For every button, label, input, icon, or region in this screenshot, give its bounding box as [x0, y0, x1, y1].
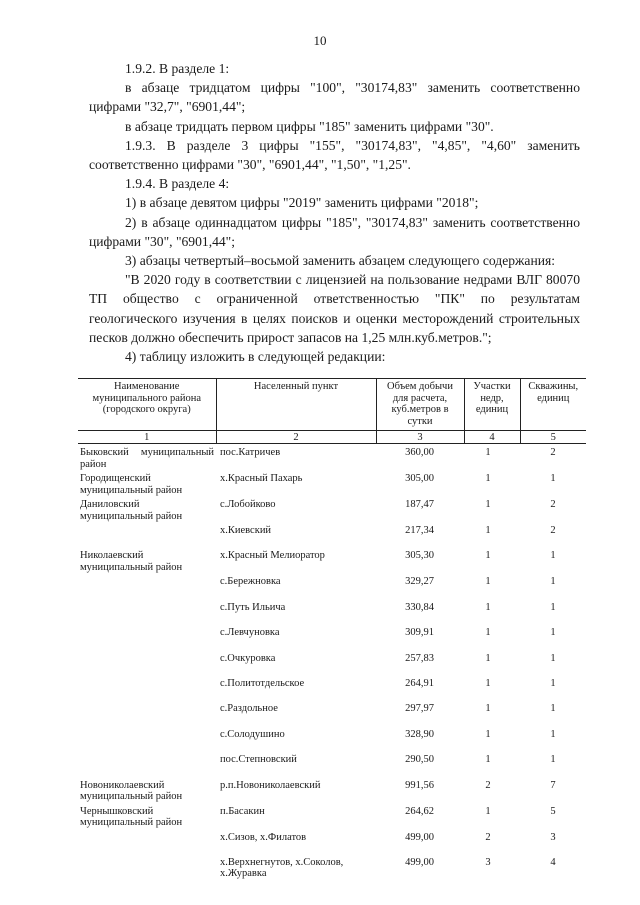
- settlement-cell: п.Басакин: [220, 805, 265, 817]
- wells-cell: 1: [550, 677, 556, 689]
- settlement-cell: пос.Степновский: [220, 754, 297, 766]
- settlement-cell: х.Красный Пахарь: [220, 473, 303, 484]
- header-plots: Участки недр, единиц: [464, 379, 520, 431]
- district-cell: Быковский муниципальный район: [80, 447, 214, 470]
- column-number: 1: [78, 431, 216, 444]
- volume-cell: 297,97: [405, 703, 434, 715]
- plots-cell: 1: [485, 805, 491, 817]
- wells-cell: 1: [550, 703, 556, 715]
- table-row: [78, 854, 586, 880]
- district-cell: [78, 650, 216, 675]
- header-volume: Объем добычи для расчета, куб.метров в сутки: [376, 379, 464, 431]
- wells-cell: 1: [550, 652, 556, 664]
- plots-cell: 1: [485, 550, 491, 562]
- page-number: 10: [313, 33, 327, 48]
- settlement-cell: пос.Катричев: [220, 447, 281, 458]
- volume-cell: 257,83: [405, 652, 434, 664]
- paragraph: в абзаце тридцатом цифры "100", "30174,83" заменить соответственно цифрами "32,7", "6901,44";: [89, 80, 580, 115]
- wells-cell: 1: [550, 576, 556, 588]
- settlement-cell: р.п.Новониколаевский: [220, 779, 321, 791]
- settlement-cell: с.Левчуновка: [220, 627, 280, 639]
- wells-cell: 4: [550, 856, 556, 868]
- plots-cell: 1: [485, 525, 491, 536]
- volume-cell: 499,00: [405, 831, 434, 843]
- table-row: [78, 573, 586, 598]
- plots-cell: 2: [485, 831, 491, 843]
- paragraph: 4) таблицу изложить в следующей редакции:: [125, 349, 386, 365]
- volume-cell: 991,56: [405, 779, 434, 791]
- wells-cell: 1: [550, 728, 556, 740]
- paragraph: 1.9.4. В разделе 4:: [125, 176, 230, 192]
- plots-cell: 2: [485, 779, 491, 791]
- plots-cell: 1: [485, 499, 491, 510]
- settlement-cell: с.Политотдельское: [220, 677, 305, 689]
- settlement-cell: х.Киевский: [220, 525, 272, 536]
- volume-cell: 309,91: [405, 627, 434, 639]
- table-row: [78, 751, 586, 776]
- district-cell: Николаевский муниципальный район: [80, 550, 183, 573]
- table-row: [78, 599, 586, 624]
- district-cell: [78, 624, 216, 649]
- header-settlement: Населенный пункт: [216, 379, 376, 431]
- table-row: [78, 496, 586, 522]
- paragraph: 1) в абзаце девятом цифры "2019" заменить цифрами "2018";: [125, 195, 479, 211]
- plots-cell: 1: [485, 576, 491, 588]
- district-cell: [78, 854, 216, 880]
- wells-cell: 1: [550, 550, 556, 562]
- plots-cell: 1: [485, 703, 491, 715]
- district-cell: [78, 573, 216, 598]
- volume-cell: 217,34: [405, 525, 434, 536]
- wells-cell: 3: [550, 831, 556, 843]
- paragraph: 1.9.2. В разделе 1:: [125, 61, 230, 76]
- district-cell: Чернышковский муниципальный район: [80, 805, 183, 829]
- volume-cell: 328,90: [405, 728, 434, 740]
- column-number-row: [78, 431, 586, 444]
- district-cell: [78, 599, 216, 624]
- district-cell: Даниловский муниципальный район: [80, 499, 183, 522]
- column-number: 3: [376, 431, 464, 444]
- volume-cell: 264,62: [405, 805, 434, 817]
- plots-cell: 1: [485, 754, 491, 766]
- paragraph: в абзаце тридцать первом цифры "185" заменить цифрами "30".: [125, 118, 494, 134]
- plots-cell: 1: [485, 652, 491, 664]
- wells-cell: 1: [550, 627, 556, 639]
- table-row: [78, 470, 586, 496]
- paragraph: 3) абзацы четвертый–восьмой заменить абзацем следующего содержания:: [125, 253, 556, 269]
- wells-cell: 2: [550, 447, 556, 458]
- volume-cell: 305,30: [405, 550, 434, 562]
- table-row: [78, 803, 586, 829]
- volume-cell: 305,00: [405, 473, 434, 484]
- district-cell: [78, 522, 216, 547]
- table-row: [78, 444, 586, 471]
- district-cell: [78, 829, 216, 854]
- volume-cell: 329,27: [405, 576, 434, 588]
- table-row: [78, 829, 586, 854]
- wells-cell: 1: [550, 473, 556, 484]
- column-number: 2: [216, 431, 376, 444]
- volume-cell: 264,91: [405, 677, 434, 689]
- district-cell: Городищенский муниципальный район: [80, 473, 183, 496]
- settlement-cell: с.Лобойково: [220, 499, 276, 510]
- volume-cell: 187,47: [405, 499, 434, 510]
- wells-cell: 5: [550, 805, 556, 817]
- plots-cell: 1: [485, 677, 491, 689]
- settlement-cell: с.Очкуровка: [220, 652, 276, 664]
- settlement-cell: х.Сизов, х.Филатов: [220, 831, 307, 843]
- table-row: [78, 726, 586, 751]
- table-row: [78, 675, 586, 700]
- settlement-cell: х.Красный Мелиоратор: [220, 550, 325, 562]
- column-number: 5: [520, 431, 586, 444]
- settlement-cell: с.Солодушино: [220, 728, 285, 740]
- wells-cell: 2: [550, 525, 556, 536]
- wells-cell: 1: [550, 601, 556, 613]
- district-cell: [78, 675, 216, 700]
- district-cell: [78, 726, 216, 751]
- plots-cell: 1: [485, 627, 491, 639]
- district-cell: [78, 700, 216, 725]
- volume-cell: 290,50: [405, 754, 434, 766]
- plots-cell: 1: [485, 473, 491, 484]
- data-table: [78, 378, 586, 880]
- settlement-cell: с.Путь Ильича: [220, 601, 286, 613]
- plots-cell: 1: [485, 728, 491, 740]
- table-body: [78, 444, 586, 880]
- plots-cell: 1: [485, 601, 491, 613]
- paragraph: 1.9.3. В разделе 3 цифры "155", "30174,83", "4,85", "4,60" заменить соответственно цифрами "30", "6901,44", "1,50", "1,25".: [89, 137, 580, 173]
- table-row: [78, 522, 586, 547]
- table-row: [78, 650, 586, 675]
- header-wells: Скважины, единиц: [520, 379, 586, 431]
- paragraph: 2) в абзаце одиннадцатом цифры "185", "30174,83" заменить соответственно цифрами "30", "6901,44";: [89, 214, 580, 249]
- wells-cell: 7: [550, 779, 556, 791]
- document-body: [89, 59, 580, 366]
- table-row: [78, 624, 586, 649]
- wells-cell: 1: [550, 754, 556, 766]
- volume-cell: 330,84: [405, 601, 434, 613]
- district-cell: [78, 751, 216, 776]
- table-row: [78, 547, 586, 573]
- volume-cell: 499,00: [405, 856, 434, 868]
- settlement-cell: с.Раздольное: [220, 703, 278, 715]
- header-district: Наименование муниципального района (городского округа): [78, 379, 216, 431]
- district-cell: Новониколаевский муниципальный район: [80, 779, 183, 803]
- table-row: [78, 700, 586, 725]
- volume-cell: 360,00: [405, 447, 434, 458]
- settlement-cell: с.Бережновка: [220, 576, 281, 588]
- column-number: 4: [464, 431, 520, 444]
- table-row: [78, 777, 586, 803]
- table-header-row: [78, 379, 586, 431]
- wells-cell: 2: [550, 499, 556, 510]
- settlement-cell: х.Верхнегнутов, х.Соколов, х.Журавка: [220, 856, 344, 880]
- plots-cell: 1: [485, 447, 491, 458]
- plots-cell: 3: [485, 856, 491, 868]
- paragraph: "В 2020 году в соответствии с лицензией на пользование недрами ВЛГ 80070 ТП обществo с ограниченной ответственностью "ПК" по результатам геологического изучения в целях поисков и оценки месторождений строительных песков должно обеспечить прирост запасов на 1,25 млн.куб.метров.";: [89, 272, 580, 345]
